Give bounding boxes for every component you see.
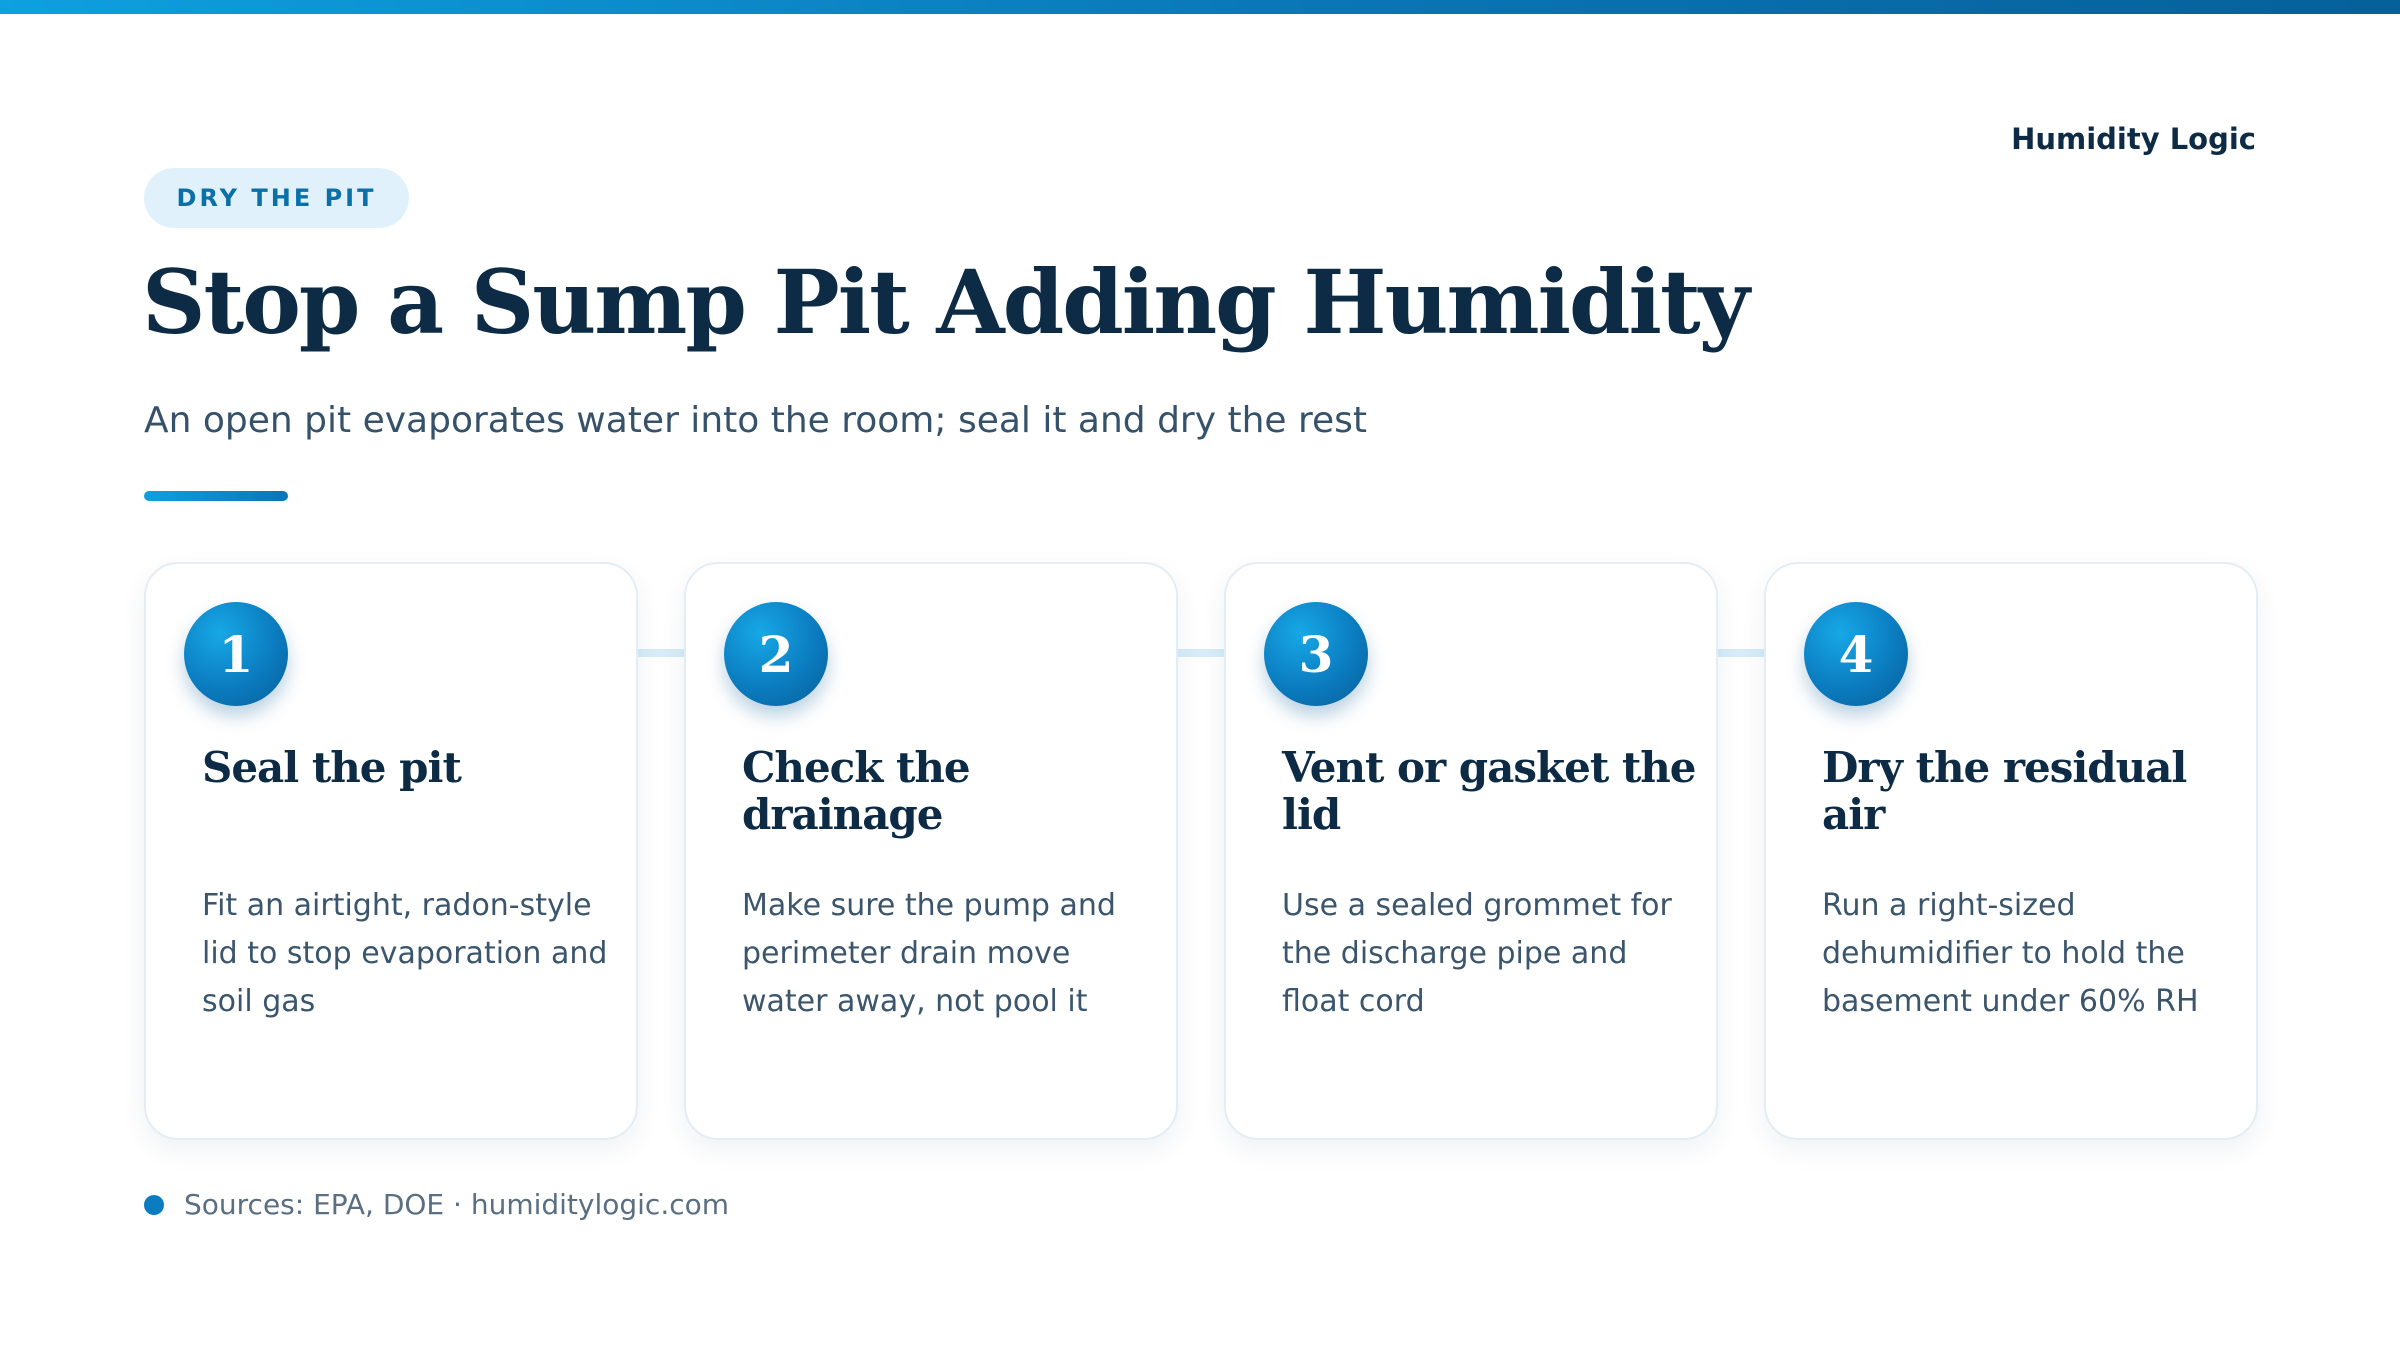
step-title: Check the drainage: [742, 743, 970, 839]
step-connector: [1718, 649, 1768, 657]
step-card-2: [684, 562, 1178, 1140]
step-description: Run a right-sized dehumidifier to hold the basement under 60% RH: [1822, 888, 2199, 1019]
step-connector: [1178, 649, 1228, 657]
footer: [144, 1188, 729, 1221]
page-subtitle: An open pit evaporates water into the room; seal it and dry the rest: [144, 400, 1368, 441]
sources-text: Sources: EPA, DOE · humiditylogic.com: [184, 1188, 730, 1221]
step-number-badge: 2: [724, 602, 828, 706]
bullet-dot-icon: [144, 1195, 164, 1215]
step-connector: [638, 649, 688, 657]
step-description: Use a sealed grommet for the discharge pipe and float cord: [1282, 888, 1672, 1019]
step-card-3: [1224, 562, 1718, 1140]
brand-name: Humidity Logic: [2011, 122, 2256, 156]
step-card-4: [1764, 562, 2258, 1140]
step-number-badge: 1: [184, 602, 288, 706]
step-title: Dry the residual air: [1822, 743, 2187, 839]
step-description: Fit an airtight, radon-style lid to stop evaporation and soil gas: [202, 888, 608, 1019]
section-tag: DRY THE PIT: [144, 168, 409, 228]
step-title: Vent or gasket the lid: [1282, 743, 1696, 839]
title-underline: [144, 491, 288, 501]
top-accent-bar: [0, 0, 2400, 14]
step-number-badge: 4: [1804, 602, 1908, 706]
step-description: Make sure the pump and perimeter drain move water away, not pool it: [742, 888, 1116, 1019]
step-number-badge: 3: [1264, 602, 1368, 706]
step-title: Seal the pit: [202, 743, 461, 792]
page-title: Stop a Sump Pit Adding Humidity: [142, 250, 1748, 354]
step-card-1: [144, 562, 638, 1140]
